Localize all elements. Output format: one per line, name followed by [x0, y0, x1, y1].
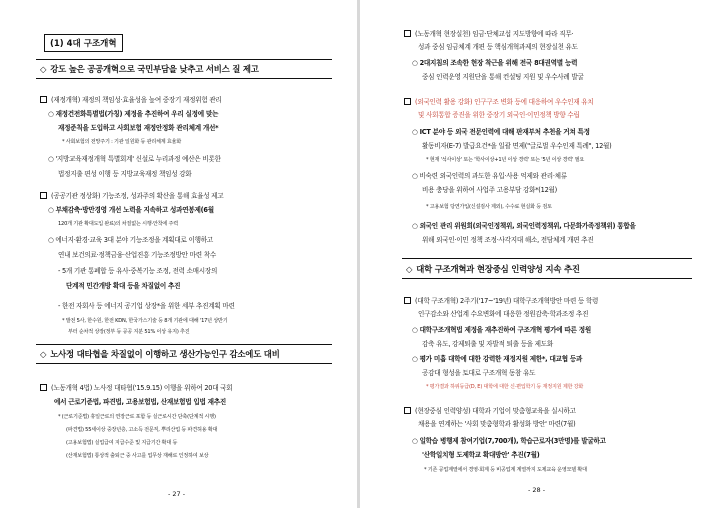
note-employer-burden: * 고용보험 당연가입(신설검사 제외), 수수료 현실화 등 검토: [426, 204, 552, 210]
checkbox-square-icon: [40, 192, 47, 199]
item-university-reform-cont: 인구감소와 산업계 수요변화에 대응한 정원감축·학과조정 추진: [418, 310, 589, 318]
page-number: - 27 -: [168, 490, 186, 498]
item-unskilled-workers: ○ 비숙련 외국인력의 과도한 유입·사용 억제와 관리·체류: [412, 172, 567, 180]
checkbox-square-icon: [404, 297, 411, 304]
item-university-reform: (대학 구조개혁) 2주기('17~'19년) 대학구조개혁방안 마련 등 학령: [404, 297, 598, 305]
item-unskilled-workers-cont: 비용 충당을 위하여 사업주 고용부담 강화*(12월): [422, 186, 557, 194]
heading-rule-top: [402, 258, 692, 259]
item-energy-adjustment: ○ 에너지·환경·교육 3대 분야 기능조정을 계획대로 이행하고: [48, 236, 213, 244]
item-debt-reduction-cont: 120개 기관 확대도입 완료)의 차질없는 시행·안착에 주력: [58, 221, 178, 227]
note-listing: * 발전 5사, 한수원, 한전 KDN, 한국가스기술 등 8개 기관에 대해 '17년 상반기: [62, 318, 228, 324]
heading-labor-reform: [40, 348, 280, 360]
note-social-insurance: * 사회보험의 전망주기 : 기관 일원화 등 관리체계 효율화: [62, 139, 182, 145]
item-ict-experts-cont: 활동비자(E-7) 발급요건*을 일괄 면제("글로벌 우수인재 특례", 12월): [422, 142, 612, 150]
heading-text: 대학 구조개혁과 현장중심 인력양성 지속 추진: [416, 264, 580, 274]
item-work-study-cont: '산학일치형 도제학교 확대방안' 추진(7월): [422, 451, 540, 459]
item-labor-laws: (노동개혁 4법) 노사정 대타협('15.9.15) 이행을 위하여 20대 국회: [40, 384, 232, 392]
item-kepco-listing: - 한전 자회사 등 에너지 공기업 상장*을 위한 세부 추진계획 마련: [58, 302, 235, 310]
heading-rule-bottom: [36, 78, 332, 79]
diamond-icon: ◇: [40, 349, 47, 359]
item-fiscal-law-cont: 재정준칙을 도입하고 사회보험 재정안정화 관리체계 개선*: [58, 124, 219, 132]
item-foreign-workforce-cont: 및 사회통합 증진을 위한 중장기 외국인·이민정책 방향 수립: [418, 111, 580, 119]
item-energy-adjustment-cont: 연내 보건의료·정책금융·산업진흥 기능조정방안 마련 착수: [58, 251, 216, 259]
item-university-law: ○ 대학구조개혁법 제정을 재추진하여 구조개혁 평가에 따른 정원: [412, 326, 591, 334]
item-ict-experts: ○ ICT 분야 등 외국 전문인력에 대해 판재부처 추천을 거쳐 특정: [412, 128, 590, 136]
note-industrial-accident: (산재보험법) 통상적 출퇴근 중 사고를 업무상 재해로 인정하여 보상: [66, 453, 209, 459]
note-visa-requirement: * 현재 '석사이상' 또는 '학사이상+1년 이상 경력' 또는 '5년 이상 경력' 필요: [426, 157, 585, 163]
item-merger-cont: 단계적 민간개방 확대 등을 차질없이 추진: [66, 282, 181, 290]
item-fiscal-law: ○ 재정건전화특별법(가칭) 제정을 추진하여 우리 실정에 맞는: [48, 110, 219, 118]
heading-text: 강도 높은 공공개혁으로 국민부담을 낮추고 서비스 질 제고: [50, 64, 259, 74]
heading-text: 노사정 대타협을 차질없이 이행하고 생산가능인구 감소에도 대비: [50, 349, 280, 359]
item-local-education: ○ '지방교육재정개혁 특별회계' 신설로 누리과정 예산은 비롯한: [48, 155, 221, 163]
item-foreign-workforce: (외국인력 활용 강화) 인구구조 변화 등에 대응하여 우수인재 유치: [404, 98, 594, 106]
checkbox-square-icon: [40, 384, 47, 391]
note-apprenticeship: * 기존 공업계열에서 경영·회계 등 비공업계 계열까지 도제교육 운영모델 확대: [424, 467, 587, 473]
diamond-icon: ◇: [406, 264, 413, 274]
left-page: [0, 0, 355, 508]
item-foreigner-committee-cont: 위해 외국인·이민 정책 조정·사각지대 해소, 전담체계 개편 추진: [422, 236, 594, 244]
heading-rule-top: [36, 344, 332, 345]
item-public-institutions: (공공기관 정상화) 기능조정, 성과주의 확산을 통해 효율성 제고: [40, 192, 223, 200]
heading-rule-bottom: [402, 278, 692, 279]
item-field-training-cont: 채용을 연계하는 '사회 맞춤형학과 활성화 방안' 마련(7월): [418, 420, 576, 428]
heading-rule-bottom: [36, 363, 332, 364]
item-labor-laws-cont: 에서 근로기준법, 파견법, 고용보험법, 산재보험법 입법 재추진: [54, 398, 227, 406]
checkbox-square-icon: [40, 96, 47, 103]
checkbox-square-icon: [404, 30, 411, 37]
item-work-study: ○ 일학습 병행제 참여기업(7,700개), 학습근로자(3만명)를 발굴하고: [412, 437, 606, 445]
right-page: [362, 0, 720, 508]
item-local-education-cont: 법정지출 편성 이행 등 지방교육재정 책임성 강화: [58, 170, 192, 178]
note-dispatch: (파견법) 55세이상 중장년층, 고소득 전문직, 뿌리산업 등 파견허용 확대: [66, 427, 218, 433]
checkbox-square-icon: [404, 407, 411, 414]
note-evaluation: * 평가결과 하위등급(D, E) 대학에 대한 신·편입학기 등 재정지원 제한 강화: [426, 384, 584, 390]
page-gutter: [357, 0, 360, 508]
diamond-icon: ◇: [40, 64, 47, 74]
checkbox-square-icon: [404, 98, 411, 105]
note-employment-insurance: (고용보험법) 실업급여 지급수준 및 지급기간 확대 등: [66, 440, 178, 446]
heading-university-reform: [406, 263, 580, 275]
page-number: - 28 -: [528, 486, 546, 494]
item-merger: - 5개 기관 통폐합 등 유사·중복기능 조정, 전력 소매시장의: [58, 267, 218, 275]
item-field-training: (현장중심 인력양성) 대학과 기업이 맞춤형교육을 실시하고: [404, 407, 576, 415]
item-university-law-cont: 감축 유도, 강제퇴출 및 자발적 퇴출 등을 제도화: [422, 340, 554, 348]
heading-rule-top: [36, 59, 332, 60]
item-labor-field: (노동개혁 현장실천) 임금·단체교섭 지도방향에 따라 직무·: [404, 30, 573, 38]
heading-public-reform: [40, 63, 259, 75]
note-labor-standards: * (근로기준법) 휴일근로의 연장근로 포함 등 실근로시간 단축(단계적 시행): [58, 414, 216, 420]
note-listing-cont: 부터 순차적 상장(정부 등 공공 지분 51% 이상 유지) 추진: [68, 329, 190, 335]
item-funding-restriction: ○ 평가 미흡 대학에 대한 강력한 재정지원 제한*, 대교협 등과: [412, 355, 583, 363]
section-tag: (1) 4대 구조개혁: [44, 34, 123, 52]
item-labor-field-cont: 성과 중심 임금체계 개편 등 핵심개혁과제의 현장실천 유도: [418, 43, 578, 51]
item-debt-reduction: ○ 부채감축·방만경영 개선 노력을 지속하고 성과연봉제(6월: [48, 206, 214, 214]
item-two-guidelines: ○ 2대지침의 조속한 현장 착근을 위해 전국 8대권역별 능력: [412, 59, 578, 67]
item-two-guidelines-cont: 중심 인력운영 지원단을 통해 컨설팅 지원 및 우수사례 발굴: [422, 73, 584, 81]
item-fiscal-reform: (재정개혁) 재정의 책임성·효율성을 높여 중장기 재정위험 관리: [40, 96, 222, 104]
item-foreigner-committee: ○ 외국인 관리 위원회(외국인정책위, 외국인력정책위, 다문화가족정책위) 통합을: [412, 222, 636, 230]
item-funding-restriction-cont: 공감대 형성을 토대로 구조개혁 동참 유도: [422, 369, 536, 377]
